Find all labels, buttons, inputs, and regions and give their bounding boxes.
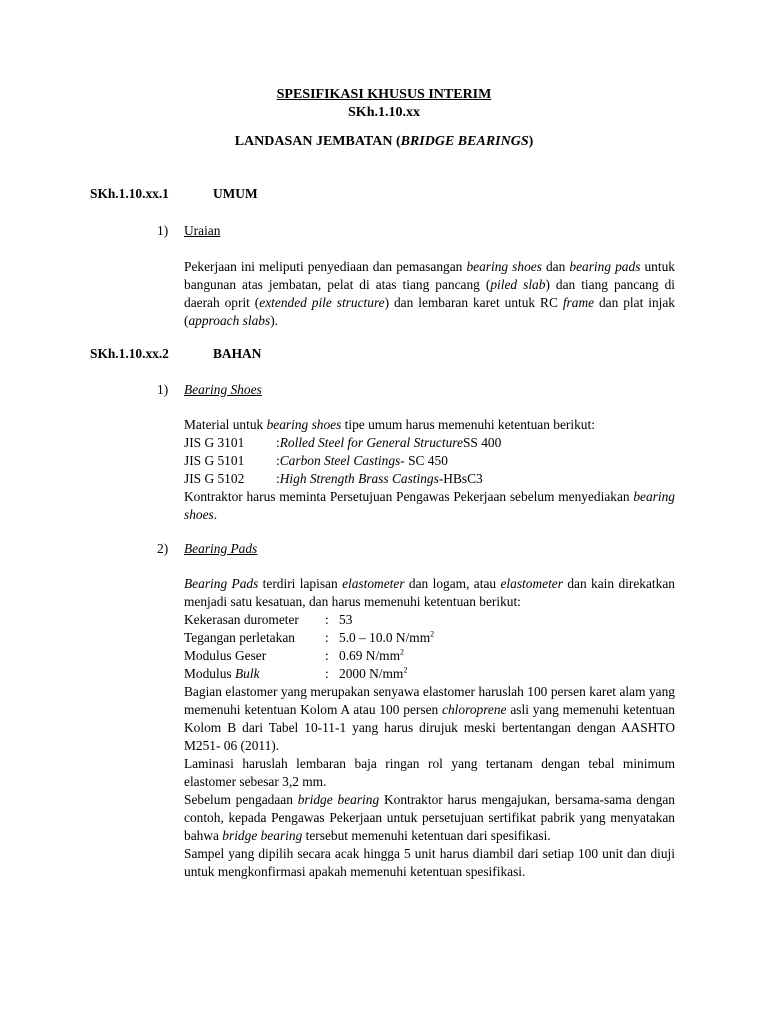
text-run: tersebut memenuhi ketentuan dari spesifikasi. [302, 828, 551, 843]
text-run: Sebelum pengadaan [184, 792, 298, 807]
text-run: dan kain direkatkan menjadi satu kesatuan, dan harus memenuhi ketentuan berikut: [184, 576, 675, 609]
text-run: terdiri lapisan [258, 576, 343, 591]
property-row: Kekerasan durometer : 53 [184, 612, 353, 627]
item-heading-bearing-pads: 2) Bearing Pads [157, 541, 258, 556]
item-heading-uraian: 1) Uraian [157, 223, 221, 238]
italic-term: bearing pads [569, 259, 641, 274]
text-run: ). [270, 313, 278, 328]
document-code: SKh.1.10.xx [348, 105, 420, 120]
document-subtitle: LANDASAN JEMBATAN (BRIDGE BEARINGS) [234, 134, 534, 149]
paragraph-bearing-pads [184, 575, 675, 881]
jis-row: JIS G 5102 : High Strength Brass Castings -HBsC3 [184, 471, 483, 486]
italic-term: Bearing Pads [184, 576, 259, 591]
italic-term: elastometer [342, 576, 405, 591]
text-run: Kontraktor harus mengajukan, bersama-sama dengan contoh, kepada Pengawas Pekerjaan untuk persetujuan sertifikat pabrik yang menyatakan bahwa [184, 792, 676, 843]
item-heading-bearing-shoes: 1) Bearing Shoes [157, 382, 262, 397]
paragraph-bearing-shoes [184, 416, 675, 524]
document-title: SPESIFIKASI KHUSUS INTERIM [276, 87, 492, 102]
elastomer-paragraph [184, 683, 675, 755]
laminasi-paragraph: Laminasi haruslah lembaran baja ringan rol yang tertanam dengan tebal minimum elastomer sebesar 3,2 mm. [184, 756, 675, 789]
text-run: asli yang memenuhi ketentuan Kolom B dari Tabel 10-11-1 yang harus dirujuk meski bertentangan dengan AASHTO M251- 06 (2011). [184, 702, 675, 753]
italic-term: bridge bearing [222, 828, 303, 843]
pengadaan-paragraph [184, 791, 675, 845]
section-heading-bahan: SKh.1.10.xx.2 BAHAN [90, 346, 262, 361]
italic-term: bridge bearing [297, 792, 380, 807]
bearing-shoes-closing: Kontraktor harus meminta Persetujuan Pengawas Pekerjaan sebelum menyediakan bearing shoes. [184, 489, 675, 522]
italic-term: bearing shoes [466, 259, 542, 274]
text-run: dan logam, atau [404, 576, 501, 591]
paragraph-uraian [184, 258, 675, 330]
bearing-shoes-intro: Material untuk bearing shoes tipe umum harus memenuhi ketentuan berikut: [184, 417, 595, 432]
bearing-pads-intro [184, 575, 675, 611]
property-row: Tegangan perletakan : 5.0 – 10.0 $N/mm^2$ [184, 629, 435, 645]
italic-term: piled slab [490, 277, 546, 292]
italic-term: frame [562, 295, 595, 310]
jis-row: JIS G 3101 : Rolled Steel for General Structure SS 400 [184, 435, 502, 450]
text-run: dan [541, 259, 570, 274]
uraian-text [184, 258, 675, 330]
property-row: Modulus Geser : 0.69 $N/mm^2$ [184, 647, 405, 663]
text-run: ) dan tiang pancang di daerah oprit ( [184, 277, 675, 310]
italic-term: extended pile structure [259, 295, 385, 310]
text-run: ) dan lembaran karet untuk RC [384, 295, 563, 310]
text-run: Bagian elastomer yang merupakan senyawa elastomer haruslah 100 persen karet alam yang memenuhi ketentuan Kolom A atau 100 persen [184, 684, 675, 717]
text-run: untuk bangunan atas jembatan, pelat di atas tiang pancang ( [184, 259, 675, 292]
property-row: Modulus Bulk : 2000 $N/mm^2$ [184, 665, 408, 681]
jis-row: JIS G 5101 : Carbon Steel Castings - SC 450 [184, 453, 448, 468]
italic-term: approach slabs [188, 313, 271, 328]
sampel-paragraph: Sampel yang dipilih secara acak hingga 5 unit harus diambil dari setiap 100 unit dan diuji untuk mengkonfirmasi apakah memenuhi ketentuan spesifikasi. [184, 846, 675, 879]
text-run: Pekerjaan ini meliputi penyediaan dan pemasangan [184, 259, 467, 274]
italic-term: elastometer [500, 576, 563, 591]
italic-term: chloroprene [442, 702, 507, 717]
text-run: dan plat injak ( [184, 295, 676, 328]
section-heading-umum: SKh.1.10.xx.1 UMUM [90, 186, 258, 201]
